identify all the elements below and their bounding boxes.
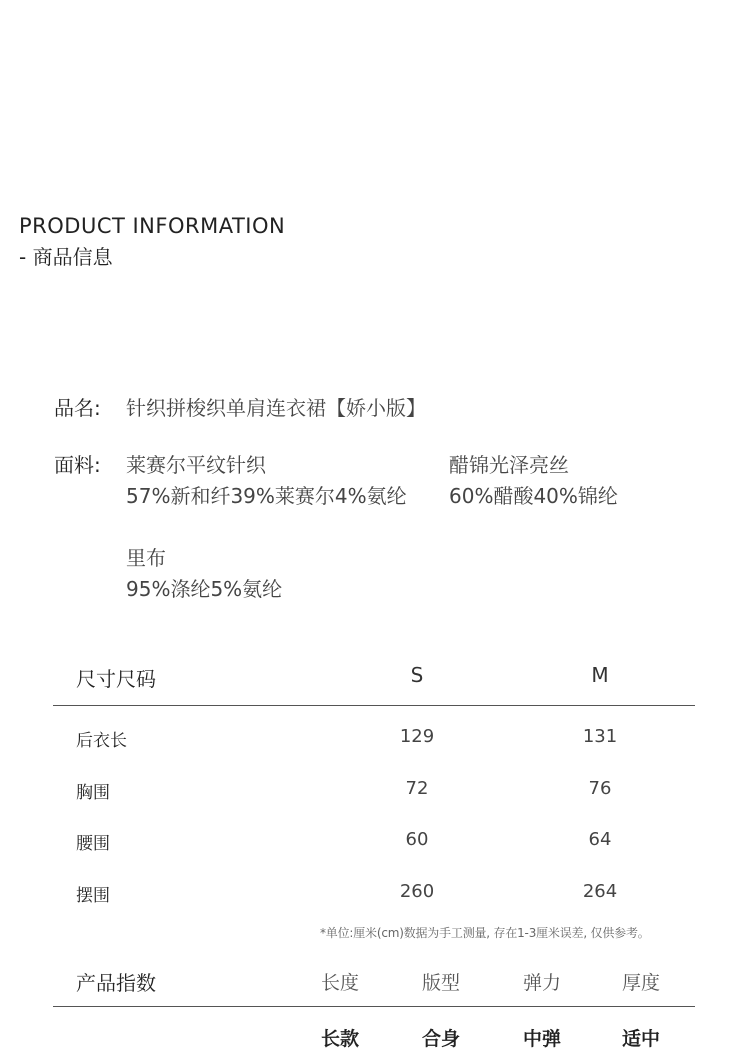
fabric-2-composition: 60%醋酸40%锦纶 — [449, 484, 618, 508]
fabric-1-composition: 57%新和纤39%莱赛尔4%氨纶 — [126, 484, 407, 508]
size-row-label: 摆围 — [76, 886, 110, 906]
index-column-fit: 版型 — [421, 972, 460, 994]
fabric-2-name: 醋锦光泽亮丝 — [449, 453, 569, 477]
size-cell: 264 — [582, 881, 618, 902]
index-value-stretch: 中弹 — [522, 1028, 561, 1050]
index-table-header-label: 产品指数 — [76, 971, 156, 995]
measurement-note: *单位:厘米(cm)数据为手工测量, 存在1-3厘米误差, 仅供参考。 — [320, 926, 650, 940]
index-column-stretch: 弹力 — [522, 972, 561, 994]
size-cell: 129 — [399, 726, 435, 747]
product-name-label: 品名: — [54, 396, 101, 420]
section-title-cn: - 商品信息 — [19, 245, 113, 269]
lining-name: 里布 — [126, 546, 166, 570]
size-row-label: 后衣长 — [76, 731, 127, 751]
index-value-fit: 合身 — [421, 1028, 460, 1050]
size-row-label: 腰围 — [76, 834, 110, 854]
fabric-1-name: 莱赛尔平纹针织 — [126, 453, 266, 477]
size-table-divider — [53, 705, 695, 706]
size-cell: 60 — [405, 829, 429, 850]
size-cell: 131 — [582, 726, 618, 747]
size-column-s: S — [410, 663, 424, 687]
size-cell: 64 — [588, 829, 612, 850]
size-cell: 72 — [405, 778, 429, 799]
index-table-divider — [53, 1006, 695, 1007]
section-title-en: PRODUCT INFORMATION — [19, 214, 286, 238]
product-name-value: 针织拼梭织单肩连衣裙【娇小版】 — [126, 396, 426, 420]
size-column-m: M — [591, 663, 609, 687]
index-column-length: 长度 — [320, 972, 359, 994]
size-row-label: 胸围 — [76, 783, 110, 803]
size-table-header-label: 尺寸尺码 — [76, 667, 156, 691]
lining-composition: 95%涤纶5%氨纶 — [126, 577, 283, 601]
index-value-thickness: 适中 — [621, 1028, 660, 1050]
index-column-thickness: 厚度 — [621, 972, 660, 994]
fabric-label: 面料: — [54, 453, 101, 477]
index-value-length: 长款 — [320, 1028, 359, 1050]
size-cell: 260 — [399, 881, 435, 902]
size-cell: 76 — [588, 778, 612, 799]
